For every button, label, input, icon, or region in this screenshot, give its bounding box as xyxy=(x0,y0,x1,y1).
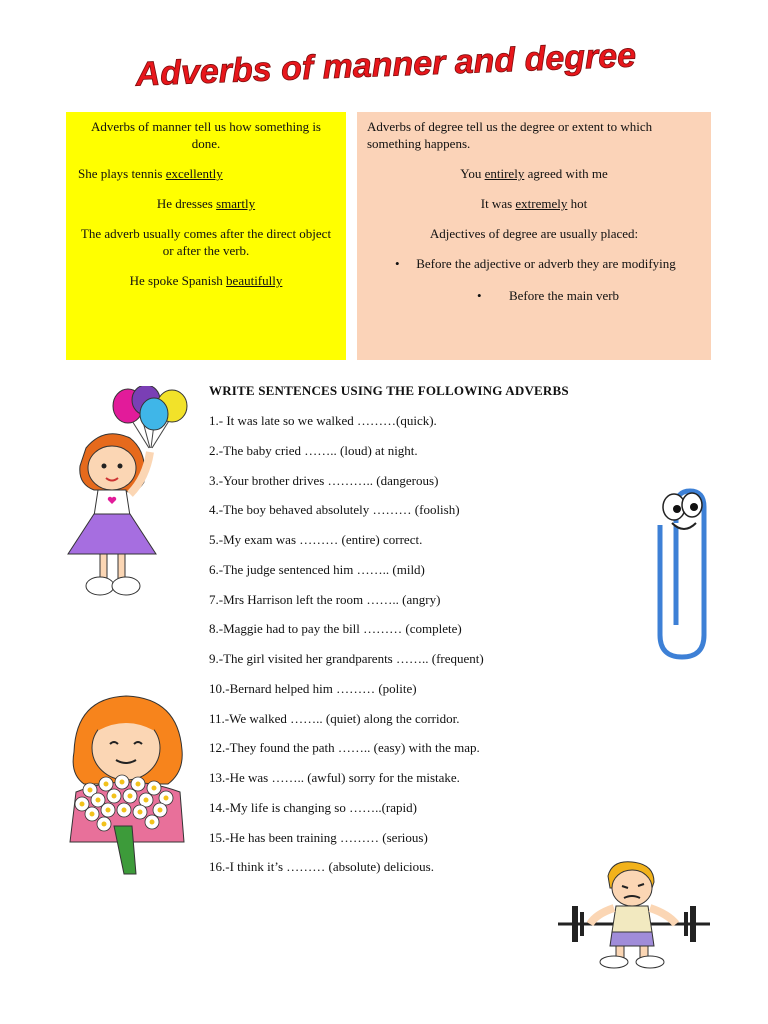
exercise-item: 4.-The boy behaved absolutely ……… (foolish) xyxy=(209,502,460,518)
exercise-item: 5.-My exam was ……… (entire) correct. xyxy=(209,532,423,547)
degree-intro: Adverbs of degree tell us the degree or extent to which something happens. xyxy=(367,119,653,151)
exercise-item: 15.-He has been training ……… (serious) xyxy=(209,829,428,845)
girl-with-balloons-icon xyxy=(64,386,192,604)
manner-example-2 xyxy=(76,195,336,212)
manner-box xyxy=(66,112,346,360)
example-text: He dresses xyxy=(156,196,217,211)
exercise-item: 11.-We walked …….. (quiet) along the corridor. xyxy=(209,710,460,726)
example-adverb: smartly xyxy=(216,196,256,211)
exercise-item: 16.-I think it’s ……… (absolute) delicious. xyxy=(209,859,434,875)
manner-example-3 xyxy=(76,272,336,289)
manner-rule: The adverb usually comes after the direct object or after the verb. xyxy=(80,226,332,258)
list-item xyxy=(367,287,701,304)
bullet-icon: • xyxy=(395,256,400,271)
girl-with-flowers-icon xyxy=(60,692,190,878)
degree-example-1 xyxy=(367,165,701,182)
manner-example-1 xyxy=(76,165,336,182)
exercise-heading: WRITE SENTENCES USING THE FOLLOWING ADVERBS xyxy=(209,383,569,398)
bullet-icon: • xyxy=(477,288,482,303)
exercise-item: 2.-The baby cried …….. (loud) at night. xyxy=(209,442,418,458)
placement-label: Adjectives of degree are usually placed: xyxy=(429,226,639,241)
bullet-text: Before the adjective or adverb they are modifying xyxy=(416,256,676,271)
title-text: Adverbs of manner and degree xyxy=(134,36,637,94)
exercise-item: 12.-They found the path …….. (easy) with the map. xyxy=(209,740,480,756)
example-adverb: extremely xyxy=(515,196,568,211)
exercise-list xyxy=(209,412,484,888)
exercise-item: 8.-Maggie had to pay the bill ……… (complete) xyxy=(209,621,462,637)
page-title xyxy=(0,30,768,100)
exercise-item: 3.-Your brother drives ……….. (dangerous) xyxy=(209,472,439,488)
example-adverb: entirely xyxy=(484,166,525,181)
exercise-item: 6.-The judge sentenced him …….. (mild) xyxy=(209,561,425,577)
exercise-item: 13.-He was …….. (awful) sorry for the mistake. xyxy=(209,770,460,785)
example-text: It was xyxy=(480,196,516,211)
exercise-item: 9.-The girl visited her grandparents …….. (frequent) xyxy=(209,651,484,666)
exercise-item: 7.-Mrs Harrison left the room …….. (angry) xyxy=(209,591,441,607)
example-adverb: beautifully xyxy=(226,273,283,288)
list-item xyxy=(367,255,701,272)
bullet-text: Before the main verb xyxy=(508,288,620,303)
placement-list xyxy=(367,255,701,304)
degree-box xyxy=(357,112,711,360)
exercise-item: 10.-Bernard helped him ……… (polite) xyxy=(209,680,417,696)
example-adverb: excellently xyxy=(165,166,223,181)
paperclip-mascot-icon xyxy=(650,485,712,661)
example-text: She plays tennis xyxy=(78,166,166,181)
example-text: hot xyxy=(567,196,588,211)
example-text: You xyxy=(460,166,485,181)
exercise-item: 1.- It was late so we walked ………(quick). xyxy=(209,413,437,428)
manner-intro: Adverbs of manner tell us how something is done. xyxy=(91,119,321,151)
exercise-item: 14.-My life is changing so ……..(rapid) xyxy=(209,799,417,815)
boy-weightlifter-icon xyxy=(556,858,712,970)
example-text: He spoke Spanish xyxy=(129,273,227,288)
example-text: agreed with me xyxy=(524,166,608,181)
degree-example-2 xyxy=(367,195,701,212)
